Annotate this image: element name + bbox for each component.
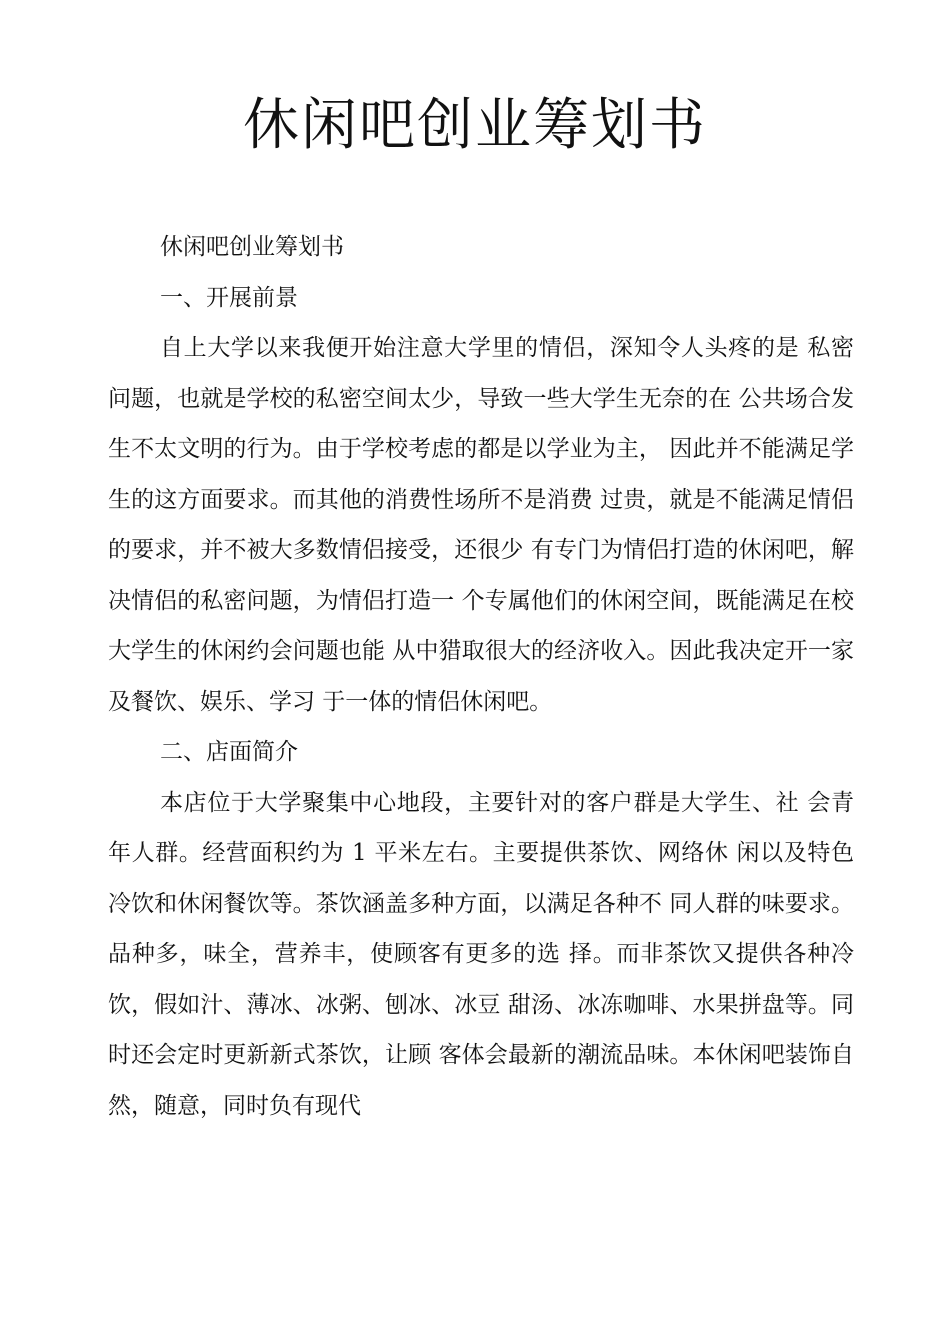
paragraph-subtitle: 休闲吧创业筹划书 [160, 234, 344, 260]
paragraph-store-intro: 本店位于大学聚集中心地段，主要针对的客户群是大学生、社 会青年人群。经营面积约为 1 平米左右。主要提供茶饮、网络休 闲以及特色冷饮和休闲餐饮等。茶饮涵盖多种方面，以满足各种不 同人群的味要求。品种多，味全，营养丰，使顾客有更多的选 择。而非茶饮又提供各种冷饮，假如汁、薄冰、冰粥、刨冰、冰豆 甜汤、冰冻咖啡、水果拼盘等。同时还会定时更新新式茶饮，让顾 客体会最新的潮流品味。本休闲吧装饰自然，随意，同时负有现代 [108, 789, 854, 1119]
document-body [108, 222, 854, 1131]
section-heading-store-intro: 二、店面简介 [160, 739, 298, 765]
document-title: 休闲吧创业筹划书 [243, 93, 707, 158]
paragraph-prospects: 自上大学以来我便开始注意大学里的情侣，深知令人头疼的是 私密问题，也就是学校的私密空间太少，导致一些大学生无奈的在 公共场合发生不太文明的行为。由于学校考虑的都是以学业为主， 因此并不能满足学生的这方面要求。而其他的消费性场所不是消费 过贵，就是不能满足情侣的要求，并不被大多数情侣接受，还很少 有专门为情侣打造的休闲吧，解决情侣的私密问题，为情侣打造一 个专属他们的休闲空间，既能满足在校大学生的休闲约会问题也能 从中猎取很大的经济收入。因此我决定开一家及餐饮、娱乐、学习 于一体的情侣休闲吧。 [108, 335, 854, 715]
section-heading-prospects: 一、开展前景 [160, 284, 298, 311]
